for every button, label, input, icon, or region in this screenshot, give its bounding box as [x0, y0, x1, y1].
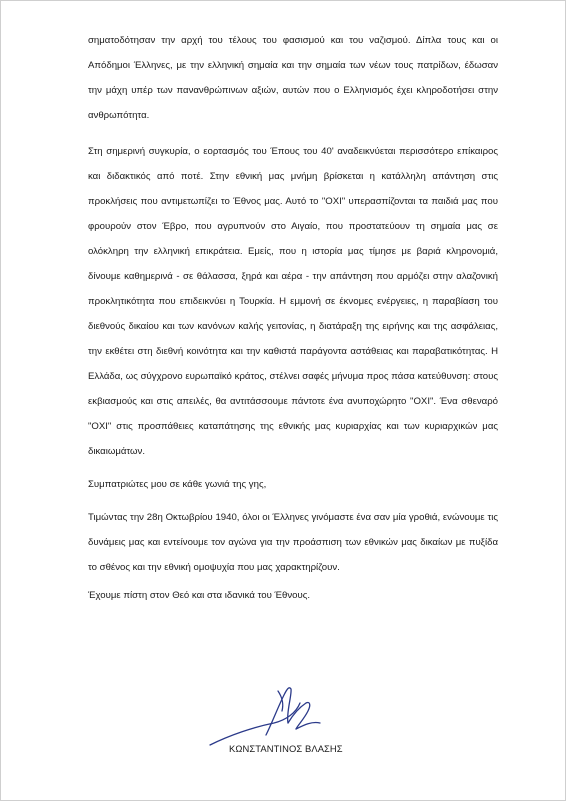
- paragraph-faith: Έχουμε πίστη στον Θεό και στα ιδανικά του Έθνους.: [88, 590, 311, 601]
- letter-body: [88, 28, 498, 608]
- paragraph-honoring: Τιμώντας την 28η Οκτωβρίου 1940, όλοι οι Έλληνες γινόμαστε ένα σαν μία γροθιά, ενώνουμε τις δυνάμεις μας και εντείνουμε τον αγώνα για την προάσπιση των εθνικών μας δικαίων με πυξίδα το σθένος και την εθνική ομοψυχία που μας χαρακτηρίζουν.: [88, 512, 498, 573]
- paragraph-greeting: Συμπατριώτες μου σε κάθε γωνιά της γης,: [88, 479, 267, 490]
- paragraph-current-situation: Στη σημερινή συγκυρία, ο εορτασμός του Έπους του 40' αναδεικνύεται περισσότερο επίκαιρος και διδακτικός από ποτέ. Στην εθνική μας μνήμη βρίσκεται η κατάλληλη απάντηση στις προκλήσεις που αντιμετωπίζει το Έθνος μας. Αυτό το "ΟΧΙ" υπερασπίζονται τα παιδιά μας που φρουρούν στον Έβρο, που αγρυπνούν στο Αιγαίο, που προστατεύουν τη σημαία μας σε ολόκληρη την ελληνική επικράτεια. Εμείς, που η ιστορία μας τίμησε με βαριά κληρονομιά, δίνουμε καθημερινά - σε θάλασσα, ξηρά και αέρα - την απάντηση που αρμόζει στην αλαζονική προκλητικότητα που επιδεικνύει η Τουρκία. Η εμμονή σε έκνομες ενέργειες, η παραβίαση του διεθνούς δικαίου και των κανόνων καλής γειτονίας, η διατάραξη της ειρήνης και της ασφάλειας, την εκθέτει στη διεθνή κοινότητα και την καθιστά παράγοντα αστάθειας και παραβατικότητας. Η Ελλάδα, ως σύγχρονο ευρωπαϊκό κράτος, στέλνει σαφές μήνυμα προς πάσα κατεύθυνση: στους εκβιασμούς και στις απειλές, θα αντιτάσσουμε πάντοτε ένα ανυποχώρητο "ΟΧΙ". Ένα σθεναρό "ΟΧΙ" στις προσπάθειες καταπάτησης της εθνικής μας κυριαρχίας και των κυριαρχικών μας δικαιωμάτων.: [88, 146, 498, 457]
- paragraph-nazism-end: σηματοδότησαν την αρχή του τέλους του φασισμού και του ναζισμού. Δίπλα τους και οι Απόδημοι Έλληνες, με την ελληνική σημαία και την σημαία των νέων τους πατρίδων, έδωσαν την μάχη υπέρ των πανανθρώπινων αξιών, αυτών που ο Ελληνισμός έχει κληροδοτήσει στην ανθρωπότητα.: [88, 35, 498, 121]
- signatory-name: ΚΩΝΣΤΑΝΤΙΝΟΣ ΒΛΑΣΗΣ: [229, 743, 343, 754]
